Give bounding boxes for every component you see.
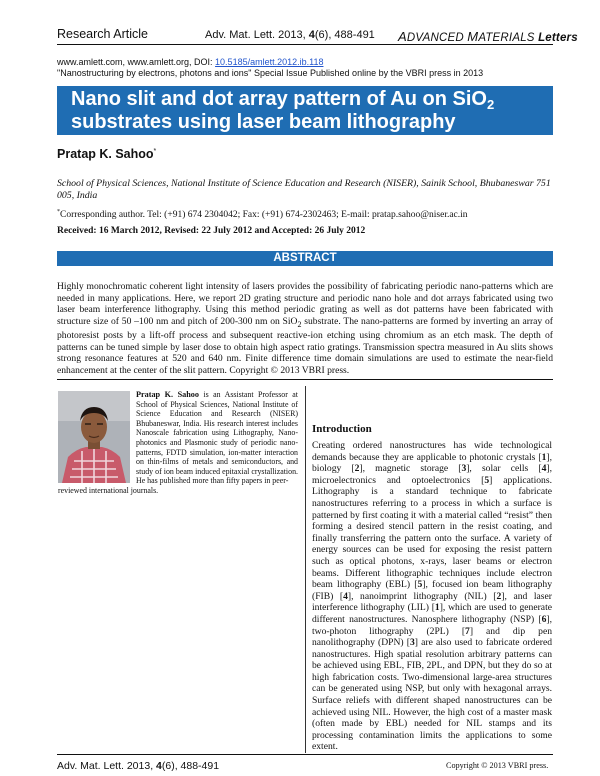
intro-seg: ], nanoimprint lithography (NIL) [ — [347, 590, 497, 602]
footer-cite-suffix: (6), 488-491 — [161, 760, 220, 772]
title-subscript: 2 — [486, 97, 495, 112]
reference-5[interactable]: 5 — [417, 579, 423, 591]
corresponding-author — [57, 209, 553, 220]
author-photo — [58, 391, 130, 483]
journal-name-a: A — [398, 29, 407, 44]
citation-prefix: Adv. Mat. Lett. 2013, — [205, 29, 309, 41]
bio-text: is an Assistant Professor at School of Physical Sciences, National Institute of Science Education and Research (NISER) Bhubaneswar, India. His research interest includes Nanoscale fabrication using Lithography, Nano-photonics and Plasmonic study of periodic nano-patterns, FDTD simulation, ion-matter interaction on thin-films of metals and semiconductors, and study of ion beam induced epitaxial crystallization. He has published more than fifty papers in peer- — [136, 390, 298, 486]
title-part2: substrates using laser beam lithography — [71, 111, 456, 133]
intro-seg: ] applications. Lithography is a standard technique to fabricate nanostructures referring to a process in which a surface is patterned by first coating it with a material called “resist” then forming a desired stencil pattern in the resist coating, and finally transferring the pattern onto the surface. A variety of energy sources can be used for exposing the resist pattern such as optical photons, x-rays, laser beams or electron beams. Different lithographic techniques include electron beam lithography (EBL) [ — [312, 474, 552, 591]
abstract-rule — [57, 379, 553, 380]
reference-2[interactable]: 2 — [496, 590, 502, 602]
bio-name: Pratap K. Sahoo — [136, 390, 199, 399]
received-dates: Received: 16 March 2012, Revised: 22 July 2012 and Accepted: 26 July 2012 — [57, 226, 366, 236]
reference-1[interactable]: 1 — [541, 451, 547, 463]
doi-link[interactable]: 10.5185/amlett.2012.ib.118 — [215, 57, 324, 67]
paper-title — [71, 88, 549, 134]
author-portrait-image — [58, 391, 130, 483]
title-band — [57, 86, 553, 135]
journal-name — [398, 29, 578, 44]
abstract-part2: substrate. The nano-patterns are formed by inverting an array of photoresist posts by a lift-off process and subsequent reactive-ion etching using chromium as an etch mask. The depth of patterns can be tuned simple by laser dose to obtain high aspect ratio gratings. Transmission spectra measured in Au slits shows strong resonance features at 520 and 640 nm. Finite difference time domain simulations are used to estimate the near-field enhancement at the center of the slit pattern. Copyright © 2013 VBRI press. — [57, 315, 553, 377]
author-name: Pratap K. Sahoo — [57, 147, 154, 161]
citation-suffix: (6), 488-491 — [314, 29, 375, 41]
intro-seg: ], solar cells [ — [466, 463, 542, 475]
footer-citation — [57, 760, 219, 772]
intro-seg: ] are also used to fabricate ordered nanostructures. High spatial resolution arbitrary patterns can be achieved using EBL, FIB, 2PL, and DPN, but they do so at high fabrication costs. Two-dimensional large-area structures can be generated using NSP, but only with hexagonal arrays. Surface reliefs with different shaped nanostructures can be achieved using NIL. However, the high cost of a master mask (often made by EBL) needed for NIL stamps and its processing contamination limits the applications to some extent. — [312, 637, 552, 753]
corresponding-text: Corresponding author. Tel: (+91) 674 2304042; Fax: (+91) 674-2302463; E-mail: pratap.sahoo@niser.ac.in — [60, 210, 468, 221]
author-mark: * — [153, 147, 157, 155]
intro-seg: ], focused ion beam lithography (FIB) [ — [312, 579, 552, 602]
intro-seg: Creating ordered nanostructures has wide technological demands because they are applicable to photonic crystals [ — [312, 440, 552, 463]
author-bio-last-line: reviewed international journals. — [58, 486, 159, 495]
reference-4[interactable]: 4 — [541, 463, 547, 475]
footer-copyright: Copyright © 2013 VBRI press. — [446, 761, 549, 770]
introduction-text — [312, 440, 552, 753]
reference-4[interactable]: 4 — [343, 590, 348, 602]
footer-cite-volume: 4 — [156, 760, 162, 772]
author-bio — [136, 390, 298, 486]
reference-3[interactable]: 3 — [461, 463, 467, 475]
footer-cite-prefix: Adv. Mat. Lett. 2013, — [57, 760, 157, 772]
reference-2[interactable]: 2 — [354, 463, 360, 475]
reference-6[interactable]: 6 — [541, 613, 547, 625]
journal-name-e: Letters — [538, 32, 578, 44]
citation-volume: 4 — [308, 29, 315, 41]
footer-rule — [57, 754, 553, 755]
intro-seg: ], magnetic storage [ — [359, 463, 462, 475]
journal-urls: www.amlett.com, www.amlett.org, DOI: — [57, 57, 216, 67]
intro-seg: ], microelectronics and optoelectronics [ — [312, 463, 552, 486]
journal-name-c: M — [467, 29, 479, 44]
header-rule — [57, 44, 553, 45]
intro-seg: ], two-photon lithography (2PL) [ — [312, 613, 552, 637]
reference-1[interactable]: 1 — [434, 602, 440, 614]
section-label: Research Article — [57, 27, 149, 41]
abstract-part1: Highly monochromatic coherent light intensity of lasers provides the possibility of fabricating periodic nano-patterns which are needed in many applications. Here, we report 2D grating structure and periodic nano hole and dot arrays fabricated using two laser beam interference lithography. Using this method periodic grating as well as dot patterns have been fabricated with structure size of 50 –100 nm and pitch of 200-300 nm on SiO — [57, 281, 553, 327]
affiliation: School of Physical Sciences, National Institute of Science Education and Research (NISER), Sainik School, Bhubaneswar 751 005, India — [57, 178, 551, 201]
corresponding-mark: * — [57, 209, 60, 215]
reference-5[interactable]: 5 — [484, 474, 490, 486]
journal-links — [57, 57, 323, 67]
column-divider — [305, 386, 306, 753]
author-line — [57, 147, 156, 161]
abstract-text — [57, 281, 553, 377]
title-part1: Nano slit and dot array pattern of Au on SiO — [71, 88, 487, 110]
journal-name-b: DVANCED — [406, 32, 468, 44]
journal-name-d: ATERIALS — [478, 32, 539, 44]
abstract-heading: ABSTRACT — [57, 251, 553, 266]
reference-3[interactable]: 3 — [409, 637, 415, 649]
introduction-heading: Introduction — [312, 423, 372, 435]
intro-seg: ], biology [ — [312, 451, 552, 475]
journal-citation — [205, 29, 375, 41]
intro-seg: ], and laser interference lithography (LIL) [ — [312, 590, 552, 614]
abstract-subscript: 2 — [297, 319, 302, 329]
special-issue-note: "Nanostructuring by electrons, photons and ions" Special Issue Published online by the VBRI press in 2013 — [57, 68, 484, 78]
intro-seg: ], which are used to generate different nanostructures. Nanosphere lithography (NSP) [ — [312, 602, 552, 625]
intro-seg: ] and dip pen nanolithography (DPN) [ — [312, 625, 552, 649]
reference-7[interactable]: 7 — [465, 625, 470, 637]
